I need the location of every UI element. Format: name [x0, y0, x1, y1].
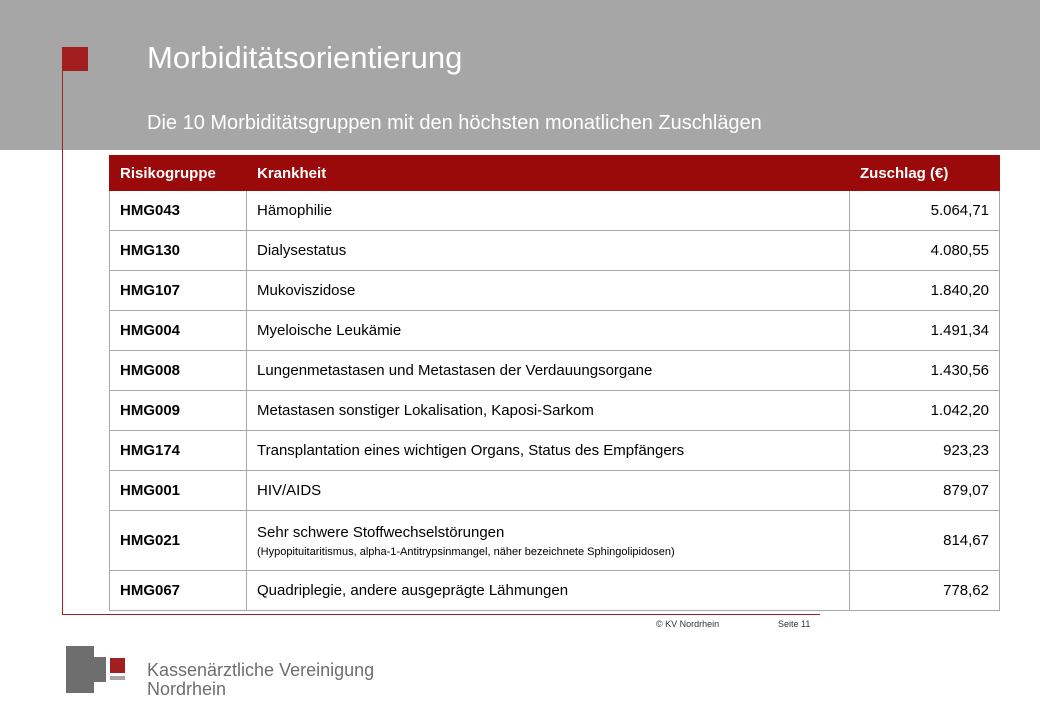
- risk-group-cell: HMG130: [110, 231, 247, 271]
- risk-group-cell: HMG021: [110, 511, 247, 571]
- table-row: [110, 351, 1000, 391]
- risk-group-cell: HMG004: [110, 311, 247, 351]
- disease-cell: [247, 511, 850, 571]
- footer-page-number: Seite 11: [778, 619, 811, 629]
- table-row: [110, 471, 1000, 511]
- page-subtitle: Die 10 Morbiditätsgruppen mit den höchsten monatlichen Zuschlägen: [147, 112, 762, 134]
- page-title: Morbiditätsorientierung: [147, 40, 463, 75]
- disease-name: Sehr schwere Stoffwechselstörungen: [257, 523, 505, 541]
- risk-group-cell: HMG174: [110, 431, 247, 471]
- morbidity-table: [109, 155, 1000, 611]
- accent-square: [62, 47, 88, 71]
- column-header-surcharge: Zuschlag (€): [850, 156, 1000, 191]
- disease-cell: Hämophilie: [247, 191, 850, 231]
- risk-group-cell: HMG067: [110, 571, 247, 611]
- table-row: [110, 391, 1000, 431]
- logo-line-2: Nordrhein: [147, 679, 227, 699]
- column-header-disease: Krankheit: [247, 156, 850, 191]
- surcharge-cell: 1.430,56: [850, 351, 1000, 391]
- kv-logo-mark-icon: [66, 646, 126, 693]
- disease-cell: Dialysestatus: [247, 231, 850, 271]
- disease-note: (Hypopituitaritismus, alpha-1-Antitrypsinmangel, näher bezeichnete Sphingolipidosen): [257, 545, 675, 558]
- table-row: [110, 431, 1000, 471]
- table-row: [110, 231, 1000, 271]
- surcharge-cell: 1.042,20: [850, 391, 1000, 431]
- organization-logo-text: [147, 661, 374, 699]
- disease-cell: Quadriplegie, andere ausgeprägte Lähmungen: [247, 571, 850, 611]
- disease-cell: Metastasen sonstiger Lokalisation, Kaposi-Sarkom: [247, 391, 850, 431]
- column-header-risk-group: Risikogruppe: [110, 156, 247, 191]
- disease-cell: Mukoviszidose: [247, 271, 850, 311]
- risk-group-cell: HMG008: [110, 351, 247, 391]
- surcharge-cell: 778,62: [850, 571, 1000, 611]
- accent-line-vertical: [62, 71, 63, 615]
- table-header-row: [110, 156, 1000, 191]
- table-row: [110, 571, 1000, 611]
- table-row: [110, 311, 1000, 351]
- risk-group-cell: HMG107: [110, 271, 247, 311]
- surcharge-cell: 1.491,34: [850, 311, 1000, 351]
- table-row: [110, 271, 1000, 311]
- accent-line-horizontal: [62, 614, 820, 615]
- risk-group-cell: HMG009: [110, 391, 247, 431]
- table-row: [110, 511, 1000, 571]
- surcharge-cell: 814,67: [850, 511, 1000, 571]
- table-row: [110, 191, 1000, 231]
- risk-group-cell: HMG001: [110, 471, 247, 511]
- surcharge-cell: 879,07: [850, 471, 1000, 511]
- surcharge-cell: 4.080,55: [850, 231, 1000, 271]
- disease-cell: Lungenmetastasen und Metastasen der Verdauungsorgane: [247, 351, 850, 391]
- surcharge-cell: 5.064,71: [850, 191, 1000, 231]
- surcharge-cell: 923,23: [850, 431, 1000, 471]
- disease-cell: HIV/AIDS: [247, 471, 850, 511]
- logo-line-1: Kassenärztliche Vereinigung: [147, 660, 375, 680]
- footer-copyright: © KV Nordrhein: [656, 619, 720, 629]
- risk-group-cell: HMG043: [110, 191, 247, 231]
- disease-cell: Myeloische Leukämie: [247, 311, 850, 351]
- disease-cell: Transplantation eines wichtigen Organs, Status des Empfängers: [247, 431, 850, 471]
- surcharge-cell: 1.840,20: [850, 271, 1000, 311]
